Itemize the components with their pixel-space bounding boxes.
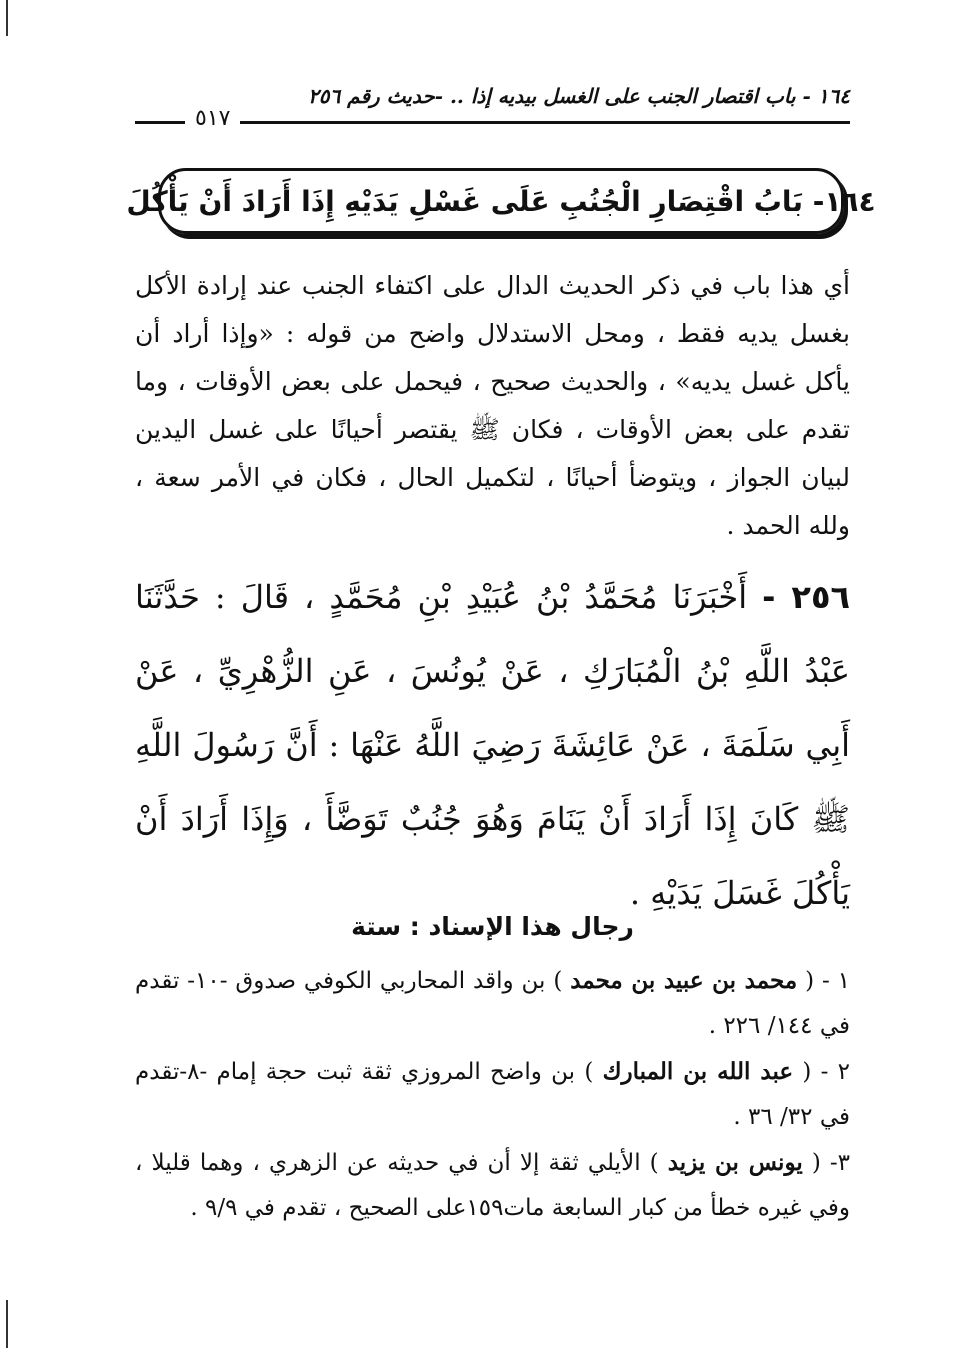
narrator-text: ) الأيلي ثقة إلا أن في حديثه عن الزهري ، وهما قليلا ، وفي غيره خطأ من كبار السابعة مات١٥٩على الصحيح ، تقدم في ٩/٩ . bbox=[135, 1150, 850, 1221]
narrator-name: يونس بن يزيد bbox=[667, 1149, 803, 1176]
narrator-number: ٢ - ( bbox=[802, 1059, 851, 1085]
narrator-name: عبد الله بن المبارك bbox=[602, 1058, 794, 1085]
page-number: ٥١٧ bbox=[185, 106, 240, 131]
hadith-number: ٢٥٦ - bbox=[762, 578, 851, 616]
commentary-paragraph: أي هذا باب في ذكر الحديث الدال على اكتفاء الجنب عند إرادة الأكل بغسل يديه فقط ، ومحل الاستدلال واضح من قوله : «وإذا أراد أن يأكل غسل يديه» ، والحديث صحيح ، فيحمل على بعض الأوقات ، وما تقدم على بعض الأوقات ، فكان ﷺ يقتصر أحيانًا على غسل اليدين لبيان الجواز ، ويتوضأ أحيانًا ، لتكميل الحال ، فكان في الأمر سعة ، ولله الحمد . bbox=[135, 271, 850, 540]
narrator-entry bbox=[135, 1140, 850, 1231]
chapter-title: ١٦٤- بَابُ اقْتِصَارِ الْجُنُبِ عَلَى غَسْلِ يَدَيْهِ إِذَا أَرَادَ أَنْ يَأْكُلَ bbox=[126, 184, 876, 218]
chapter-title-box bbox=[126, 168, 876, 234]
narrator-number: ١ - ( bbox=[805, 968, 851, 994]
narrators-heading: رجال هذا الإسناد : ستة bbox=[351, 912, 634, 941]
narrator-number: ٣- ( bbox=[811, 1150, 851, 1176]
narrator-text: ) بن واقد المحاربي الكوفي صدوق -١٠- تقدم في ١٤٤/ ٢٢٦ . bbox=[135, 968, 850, 1039]
header-rule bbox=[135, 121, 850, 124]
scan-edge-mark-bottom bbox=[6, 1300, 8, 1348]
hadith-text: أَخْبَرَنَا مُحَمَّدُ بْنُ عُبَيْدِ بْنِ مُحَمَّدٍ ، قَالَ : حَدَّثَنَا عَبْدُ اللَّهِ بْنُ الْمُبَارَكِ ، عَنْ يُونُسَ ، عَنِ الزُّهْرِيِّ ، عَنْ أَبِي سَلَمَةَ ، عَنْ عَائِشَةَ رَضِيَ اللَّهُ عَنْهَا : أَنَّ رَسُولَ اللَّهِ ﷺ كَانَ إِذَا أَرَادَ أَنْ يَنَامَ وَهُوَ جُنُبٌ تَوَضَّأَ ، وَإِذَا أَرَادَ أَنْ يَأْكُلَ غَسَلَ يَدَيْهِ . bbox=[135, 578, 850, 912]
narrators-list bbox=[135, 958, 850, 1231]
narrator-entry bbox=[135, 1049, 850, 1140]
running-header-title: ١٦٤ - باب اقتصار الجنب على الغسل بيديه إذا .. -حديث رقم ٢٥٦ bbox=[307, 84, 850, 108]
narrator-text: ) بن واضح المروزي ثقة ثبت حجة إمام -٨-تقدم في ٣٢/ ٣٦ . bbox=[135, 1059, 850, 1130]
narrator-entry bbox=[135, 958, 850, 1049]
narrator-name: محمد بن عبيد بن محمد bbox=[570, 967, 798, 994]
hadith-paragraph bbox=[135, 560, 850, 930]
scan-edge-mark-top bbox=[6, 0, 8, 36]
running-header bbox=[135, 84, 850, 132]
